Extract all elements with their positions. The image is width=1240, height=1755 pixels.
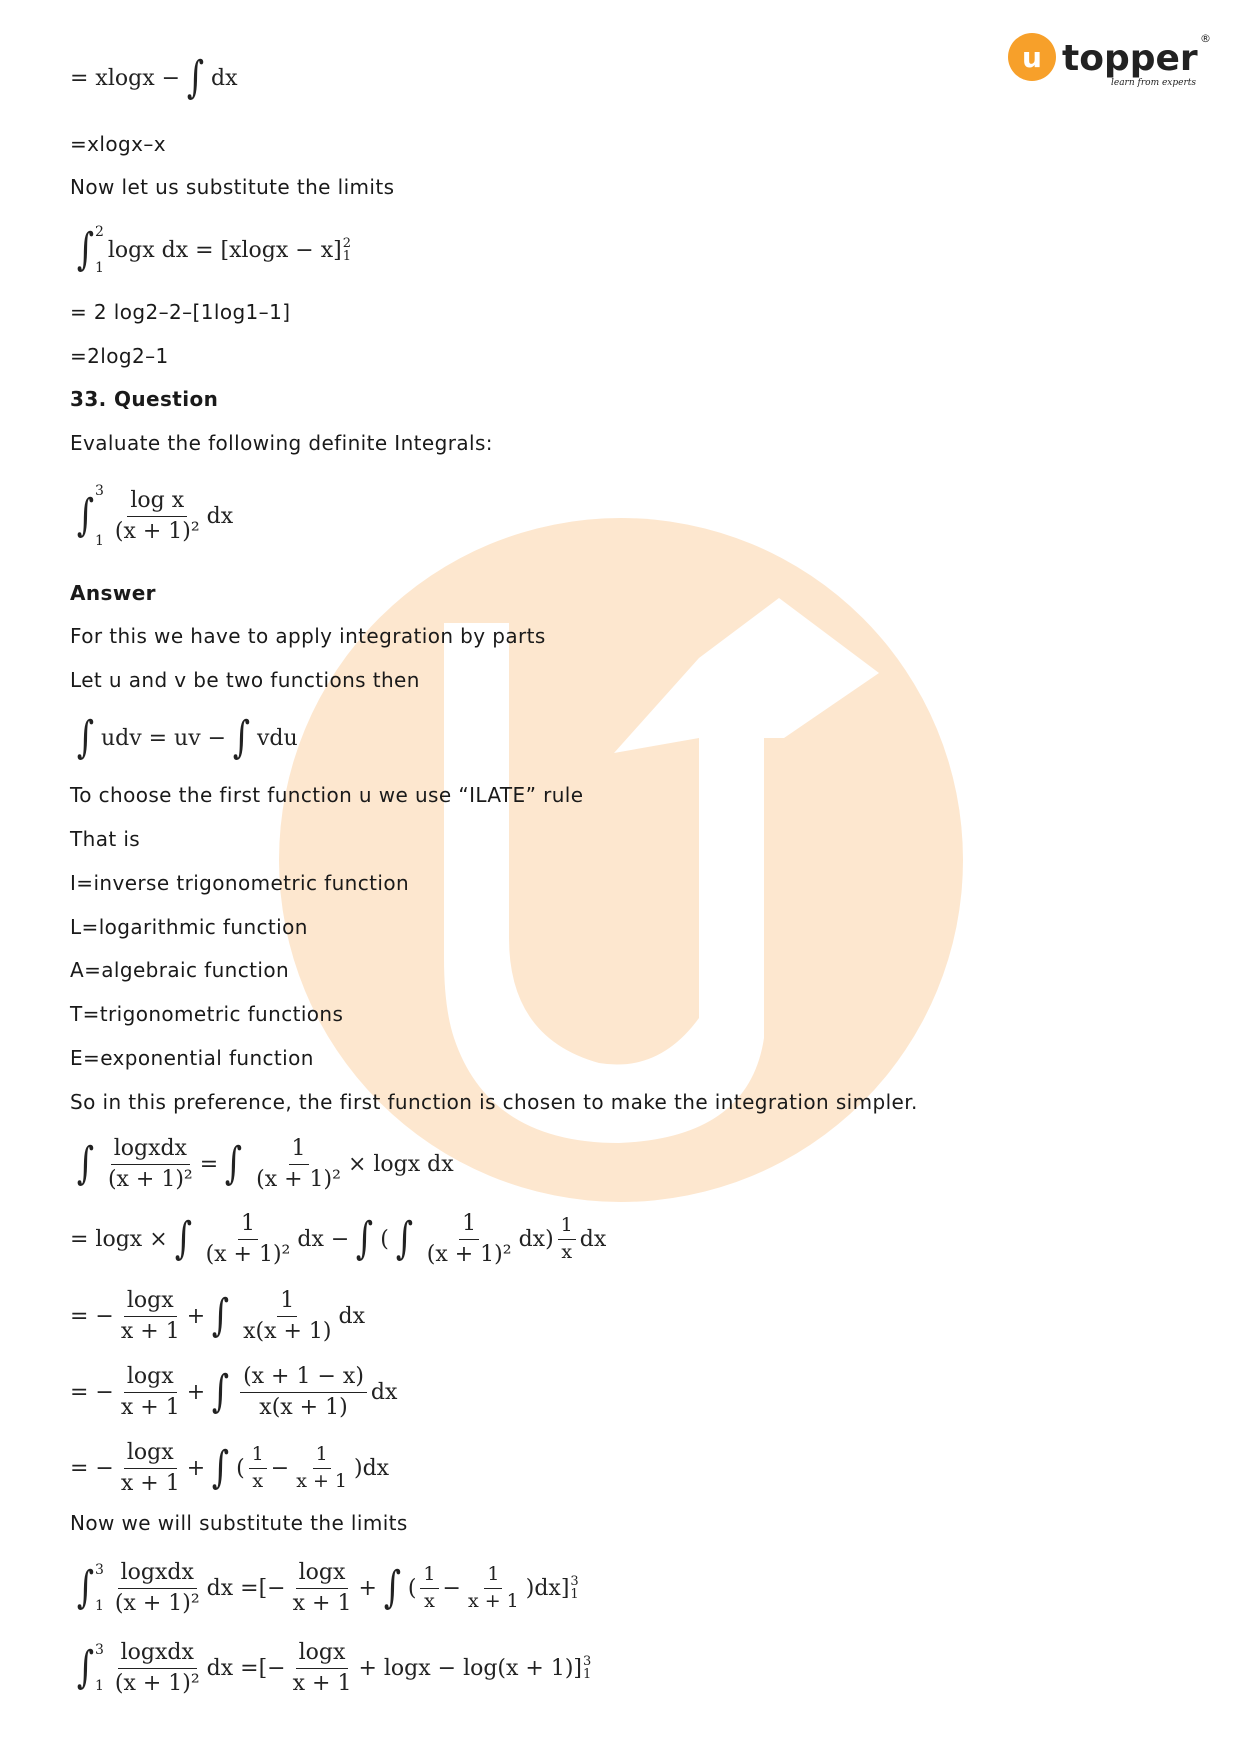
integral-sign: ∫ [186,52,205,103]
dx: dx [210,65,238,91]
question-heading: 33. Question [70,387,219,411]
step-by-parts-applied: = logx × ∫ $\frac{1}{\text{(x + 1)²}}$ dx − ∫ ( ∫ $\frac{1}{\text{(x + 1)²}}$ dx) $\frac{1}{x}$ dx [70,1211,607,1267]
step-simplified-2: = − $\frac{\log x}{x + 1}$ + ∫ $\frac{(x + 1 - x)}{x(x + 1)}$ dx [70,1364,398,1420]
question-integral: ∫ 3 1 $\frac{\text{log x}}{\text{(x + 1)²}}$ dx [76,483,234,549]
step-definite-logx [70,222,351,278]
ilate-item-l: L=logarithmic function [70,915,308,939]
step-definite-1: ∫ 3 1 $\frac{\text{logxdx}}{\text{(x + 1)²}}$ dx = [− $\frac{\log x}{x + 1}$ + ∫ ( $\frac{1}{x}$ − $\frac{1}{x + 1}$ )dx] 3 1 [76,1560,579,1616]
step-partial-fractions: = − $\frac{\log x}{x + 1}$ + ∫ ( $\frac{1}{x}$ − $\frac{1}{x + 1}$ )dx [70,1440,390,1496]
upper-limit: 2 [94,224,104,240]
step-xlogx-minus-int-dx [70,52,238,103]
ilate-item-e: E=exponential function [70,1046,314,1070]
logo-tagline: learn from experts [1110,78,1196,88]
ilate-item-i: I=inverse trigonometric function [70,871,410,895]
preference-text: So in this preference, the first function is chosen to make the integration simpler. [70,1090,918,1114]
integral-sign: ∫ [76,712,95,763]
logo-u-glyph: u [1022,41,1042,74]
eq-sign: = xlogx − [70,65,181,91]
step-simplified-1: = − $\frac{\log x}{x + 1}$ + ∫ $\frac{1}{x(x + 1)}$ dx [70,1288,365,1344]
integral-sign: ∫ [76,224,95,275]
answer-heading: Answer [70,581,156,605]
substitute-limits-text: Now let us substitute the limits [70,175,395,199]
that-is-text: That is [70,827,141,851]
step-substituted: = 2 log2–2–[1log1–1] [70,300,291,324]
answer-intro: For this we have to apply integration by parts [70,624,546,648]
integral-sign: ∫ [76,490,95,541]
integral-sign: ∫ [232,712,251,763]
by-parts-formula: ∫ udv = uv − ∫ vdu [76,712,298,763]
logo-registered-mark: ® [1200,32,1211,45]
ilate-item-t: T=trigonometric functions [70,1002,344,1026]
ilate-item-a: A=algebraic function [70,958,290,982]
step-setup: ∫ $\frac{\text{logxdx}}{\text{(x + 1)²}}$ = ∫ $\frac{1}{\text{(x + 1)²}}$ × logx dx [76,1136,454,1192]
topper-logo [1006,30,1211,100]
lower-limit: 1 [94,260,104,276]
logo-wordmark: topper [1062,38,1198,79]
integral-limits [95,224,104,276]
ilate-intro: To choose the first function u we use “ILATE” rule [70,783,584,807]
step-definite-2: ∫ 3 1 $\frac{\text{logxdx}}{\text{(x + 1)²}}$ dx = [− $\frac{\log x}{x + 1}$ + logx − log(x + 1)] 3 1 [76,1640,592,1696]
integrand: logx dx = [xlogx − x] [107,237,342,263]
step-xlogx-minus-x: =xlogx–x [70,132,166,156]
question-prompt: Evaluate the following definite Integrals: [70,431,493,455]
bracket-limits: 2 1 [342,236,351,264]
integrand-fraction: $\frac{\text{log x}}{\text{(x + 1)²}}$ [114,488,200,544]
answer-uv-intro: Let u and v be two functions then [70,668,420,692]
step-result: =2log2–1 [70,344,169,368]
substitute-limits-text-2: Now we will substitute the limits [70,1511,408,1535]
integral-limits: 3 1 [94,483,104,549]
